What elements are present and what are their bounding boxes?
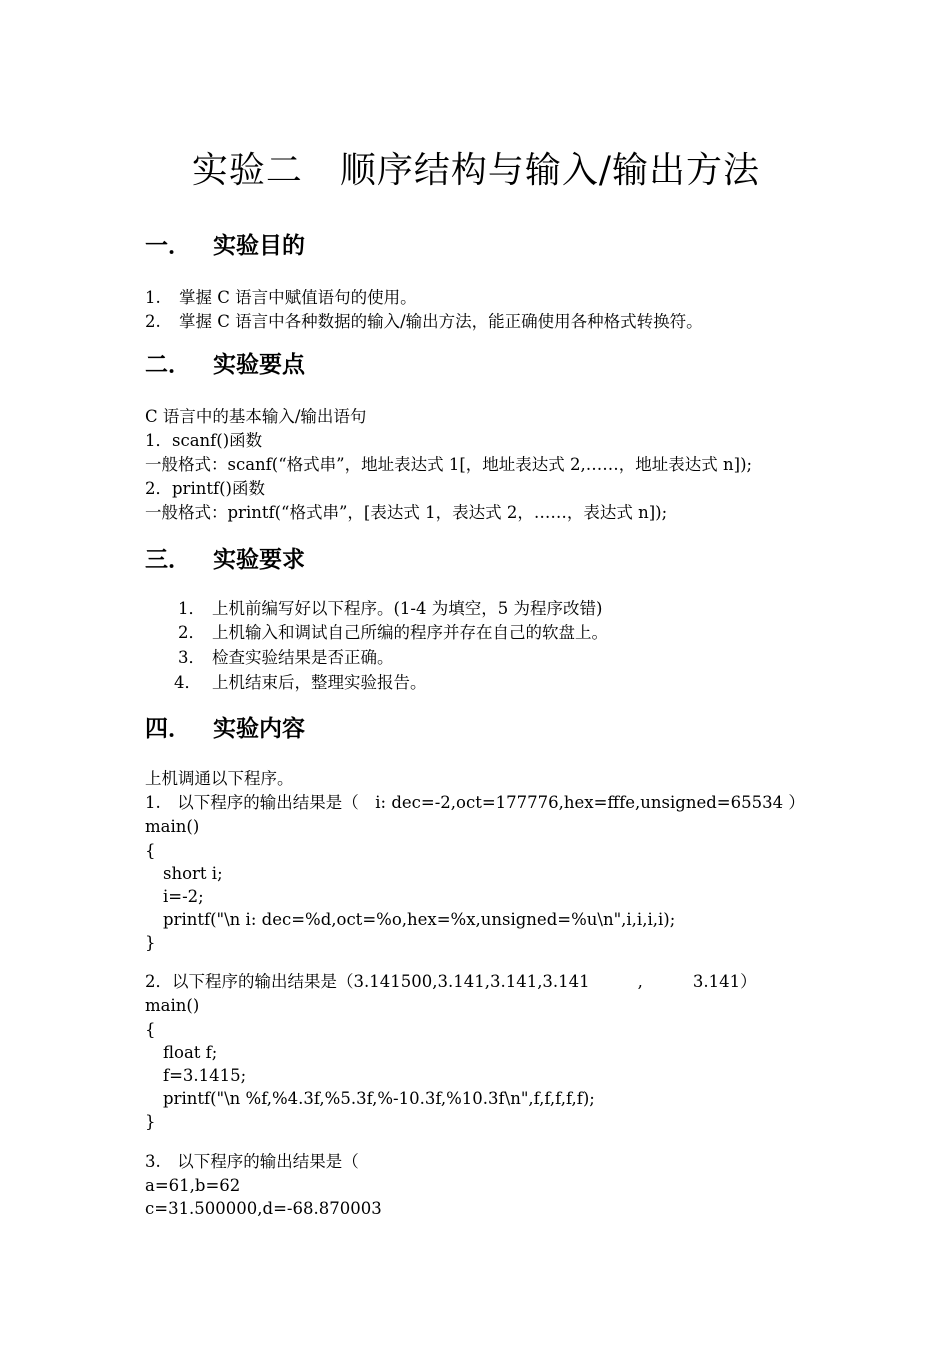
page-title: 实验二 顺序结构与输入/输出方法 bbox=[191, 150, 761, 191]
section-number: 二． bbox=[145, 351, 191, 378]
list-item: 4． 上机结束后，整理实验报告。 bbox=[174, 673, 427, 692]
code-line: main() bbox=[145, 996, 200, 1015]
list-item: 1． 上机前编写好以下程序。(1-4 为填空，5 为程序改错) bbox=[178, 599, 603, 618]
question-prompt: 1. 以下程序的输出结果是（ i: dec=-2,oct=177776,hex=fffe,unsigned=65534 ） bbox=[145, 793, 805, 812]
section-heading-requirements bbox=[145, 541, 305, 574]
list-item: 2． 上机输入和调试自己所编的程序并存在自己的软盘上。 bbox=[178, 623, 608, 642]
list-item: 2. 掌握 C 语言中各种数据的输入/输出方法，能正确使用各种格式转换符。 bbox=[145, 312, 703, 331]
question-prompt: 2．以下程序的输出结果是（3.141500,3.141,3.141,3.141 , 3.141） bbox=[145, 972, 757, 991]
code-line: main() bbox=[145, 817, 200, 836]
code-line: i=-2; bbox=[163, 887, 204, 906]
section-heading-keypoints bbox=[145, 346, 305, 379]
code-line: printf("\n %f,%4.3f,%5.3f,%-10.3f,%10.3f\n",f,f,f,f,f); bbox=[163, 1089, 595, 1108]
section-number: 四． bbox=[145, 715, 191, 742]
code-line: } bbox=[145, 933, 156, 952]
output-line: c=31.500000,d=-68.870003 bbox=[145, 1199, 382, 1218]
section-title: 实验要求 bbox=[213, 546, 305, 573]
paragraph-line: 一般格式：printf(“格式串”，[表达式 1，表达式 2，……，表达式 n]); bbox=[145, 503, 668, 522]
code-line: float f; bbox=[163, 1043, 218, 1062]
section-title: 实验目的 bbox=[213, 232, 305, 259]
section-title: 实验要点 bbox=[213, 351, 305, 378]
list-item: 1. 掌握 C 语言中赋值语句的使用。 bbox=[145, 288, 417, 307]
code-line: } bbox=[145, 1112, 156, 1131]
section-number: 一． bbox=[145, 232, 191, 259]
paragraph-line: C 语言中的基本输入/输出语句 bbox=[145, 407, 367, 426]
paragraph-line: 2．printf()函数 bbox=[145, 479, 265, 498]
code-line: { bbox=[145, 841, 156, 860]
paragraph-line: 上机调通以下程序。 bbox=[145, 769, 294, 788]
output-line: a=61,b=62 bbox=[145, 1176, 241, 1195]
code-line: f=3.1415; bbox=[163, 1066, 247, 1085]
code-line: printf("\n i: dec=%d,oct=%o,hex=%x,unsigned=%u\n",i,i,i,i); bbox=[163, 910, 676, 929]
code-line: { bbox=[145, 1020, 156, 1039]
paragraph-line: 一般格式：scanf(“格式串”，地址表达式 1[，地址表达式 2,……，地址表达式 n]); bbox=[145, 455, 753, 474]
section-heading-objectives bbox=[145, 227, 305, 260]
paragraph-line: 1．scanf()函数 bbox=[145, 431, 263, 450]
question-prompt: 3. 以下程序的输出结果是（ bbox=[145, 1152, 359, 1171]
section-heading-content bbox=[145, 710, 305, 743]
list-item: 3． 检查实验结果是否正确。 bbox=[178, 648, 394, 667]
section-number: 三． bbox=[145, 546, 191, 573]
section-title: 实验内容 bbox=[213, 715, 305, 742]
code-line: short i; bbox=[163, 864, 223, 883]
